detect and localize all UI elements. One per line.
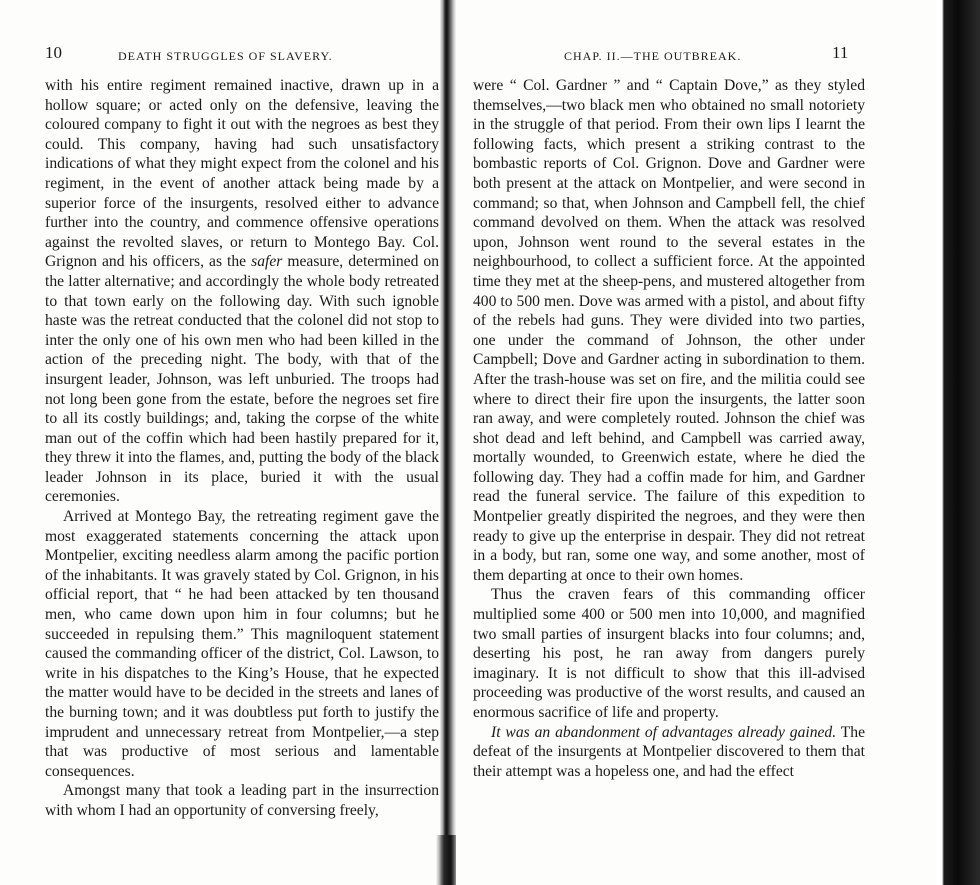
left-paragraph-1: with his entire regiment remained inactive, drawn up in a hollow square; or acted only on the defensive, leaving the coloured company to fight it out with the negroes as best they could. This company, having had such unsatisfactory indications of what they might expect from the colonel and his regiment, in the event of another attack being made by a superior force of the insurgents, resolved either to advance further into the country, and commence offensive operations against the revolted slaves, or return to Montego Bay. Col. Grignon and his officers, as the safer measure, determined on the latter alternative; and accordingly the whole body retreated to that town early on the following day. With such ignoble haste was the retreat conducted that the colonel did not stop to inter the only one of his own men who had been killed in the action of the preceding night. The body, with that of the insurgent leader, Johnson, was left unburied. The troops had not long been gone from the estate, before the negroes set fire to all its costly buildings; and, taking the corpse of the white man out of the coffin which had been hastily prepared for it, they threw it into the flames, and, putting the body of the black leader Johnson in its place, buried it with the usual ceremonies. [45,77,439,506]
right-paragraph-1: were “ Col. Gardner ” and “ Captain Dove,” as they styled themselves,—two black men who obtained no small notoriety in the struggle of that period. From their own lips I learnt the following facts, which present a striking contrast to the bombastic reports of Col. Grignon. Dove and Gardner were both present at the attack on Montpelier, and were second in command; so that, when Johnson and Campbell fell, the chief command devolved on them. When the attack was resolved upon, Johnson went round to the several estates in the neighbourhood, to collect a sufficient force. At the appointed time they met at the sheep-pens, and mustered altogether from 400 to 500 men. Dove was armed with a pistol, and about fifty of the rebels had guns. They were divided into two parties, one under the command of Johnson, the other under Campbell; Dove and Gardner acting in subordination to them. After the trash-house was set on fire, and the militia could see where to direct their fire upon the insurgents, the latter soon ran away, and were completely routed. Johnson the chief was shot dead and left behind, and Campbell was carried away, mortally wounded, to Greenwich estate, where he died the following day. They had a coffin made for him, and Gardner read the funeral service. The failure of this expedition to Montpelier greatly dispirited the negroes, and they were then ready to give up the enterprise in despair. They did not retreat in a body, but ran, some one way, and some another, most of them departing at once to their own homes. [473,77,865,584]
emphasis-safer: safer [251,253,283,271]
right-paragraph-3: It was an abandonment of advantages already gained. The defeat of the insurgents at Montpelier discovered to them that their attempt was a hopeless one, and had the effect [473,723,865,780]
left-page-number: 10 [45,43,62,62]
left-page-text [45,76,439,821]
right-paragraph-2: Thus the craven fears of this commanding officer multiplied some 400 or 500 men into 10,000, and magnified two small parties of insurgent blacks into four columns; and, deserting his post, he ran away from dangers purely imaginary. It is not difficult to show that this ill-advised proceeding was productive of the worst results, and caused an enormous sacrifice of life and property. [473,586,865,721]
right-running-head: CHAP. II.—THE OUTBREAK. [564,49,742,63]
right-page-number: 11 [832,43,849,62]
book-gutter [440,0,456,885]
right-page-text [473,76,865,781]
left-paragraph-2: Arrived at Montego Bay, the retreating regiment gave the most exaggerated statements concerning the attack upon Montpelier, exciting needless alarm among the pacific portion of the inhabitants. It was gravely stated by Col. Grignon, in his official report, that “ he had been attacked by ten thousand men, who came down upon him in four columns; but he succeeded in repulsing them.” This magniloquent statement caused the commanding officer of the district, Col. Lawson, to write in his dispatches to the King’s House, that he expected the matter would have to be decided in the streets and lanes of the burning town; and it was doubtless put forth to justify the imprudent and unnecessary retreat from Montpelier,—a step that was productive of most serious and lamentable consequences. [45,508,439,780]
left-paragraph-3: Amongst many that took a leading part in the insurrection with whom I had an opportunity of conversing freely, [45,782,439,819]
left-running-head: DEATH STRUGGLES OF SLAVERY. [118,49,333,63]
left-page [0,0,440,885]
scan-edge [938,0,980,885]
emphasis-abandonment: It was an abandonment of advantages already gained. [491,723,837,741]
